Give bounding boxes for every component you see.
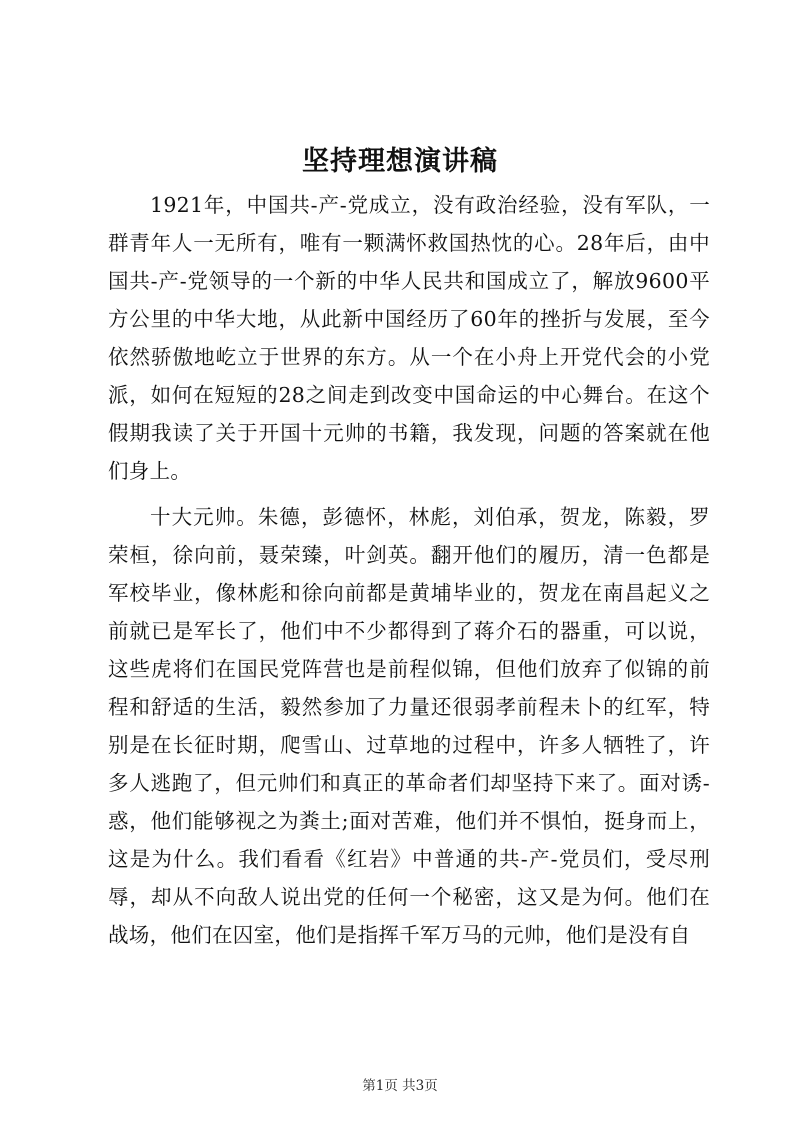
document-body bbox=[108, 186, 710, 954]
paragraph-2: 十大元帅。朱德，彭德怀，林彪，刘伯承，贺龙，陈毅，罗荣桓，徐向前，聂荣臻，叶剑英。翻开他们的履历，清一色都是军校毕业，像林彪和徐向前都是黄埔毕业的，贺龙在南昌起义之前就已是军长了，他们中不少都得到了蒋介石的器重，可以说，这些虎将们在国民党阵营也是前程似锦，但他们放弃了似锦的前程和舒适的生活，毅然参加了力量还很弱孝前程未卜的红军，特别是在长征时期，爬雪山、过草地的过程中，许多人牺牲了，许多人逃跑了，但元帅们和真正的革命者们却坚持下来了。面对诱-惑，他们能够视之为粪土;面对苦难，他们并不惧怕，挺身而上，这是为什么。我们看看《红岩》中普通的共-产-党员们，受尽刑辱，却从不向敌人说出党的任何一个秘密，这又是为何。他们在战场，他们在囚室，他们是指挥千军万马的元帅，他们是没有自 bbox=[108, 505, 710, 947]
paragraph-1: 1921年，中国共-产-党成立，没有政治经验，没有军队，一群青年人一无所有，唯有一颗满怀救国热忱的心。28年后，由中国共-产-党领导的一个新的中华人民共和国成立了，解放9600平方公里的中华大地，从此新中国经历了60年的挫折与发展，至今依然骄傲地屹立于世界的东方。从一个在小舟上开党代会的小党派，如何在短短的28之间走到改变中国命运的中心舞台。在这个假期我读了关于开国十元帅的书籍，我发现，问题的答案就在他们身上。 bbox=[108, 193, 710, 483]
document-title: 坚持理想演讲稿 bbox=[302, 146, 498, 177]
page-footer: 第1页 共3页 bbox=[362, 1078, 438, 1094]
